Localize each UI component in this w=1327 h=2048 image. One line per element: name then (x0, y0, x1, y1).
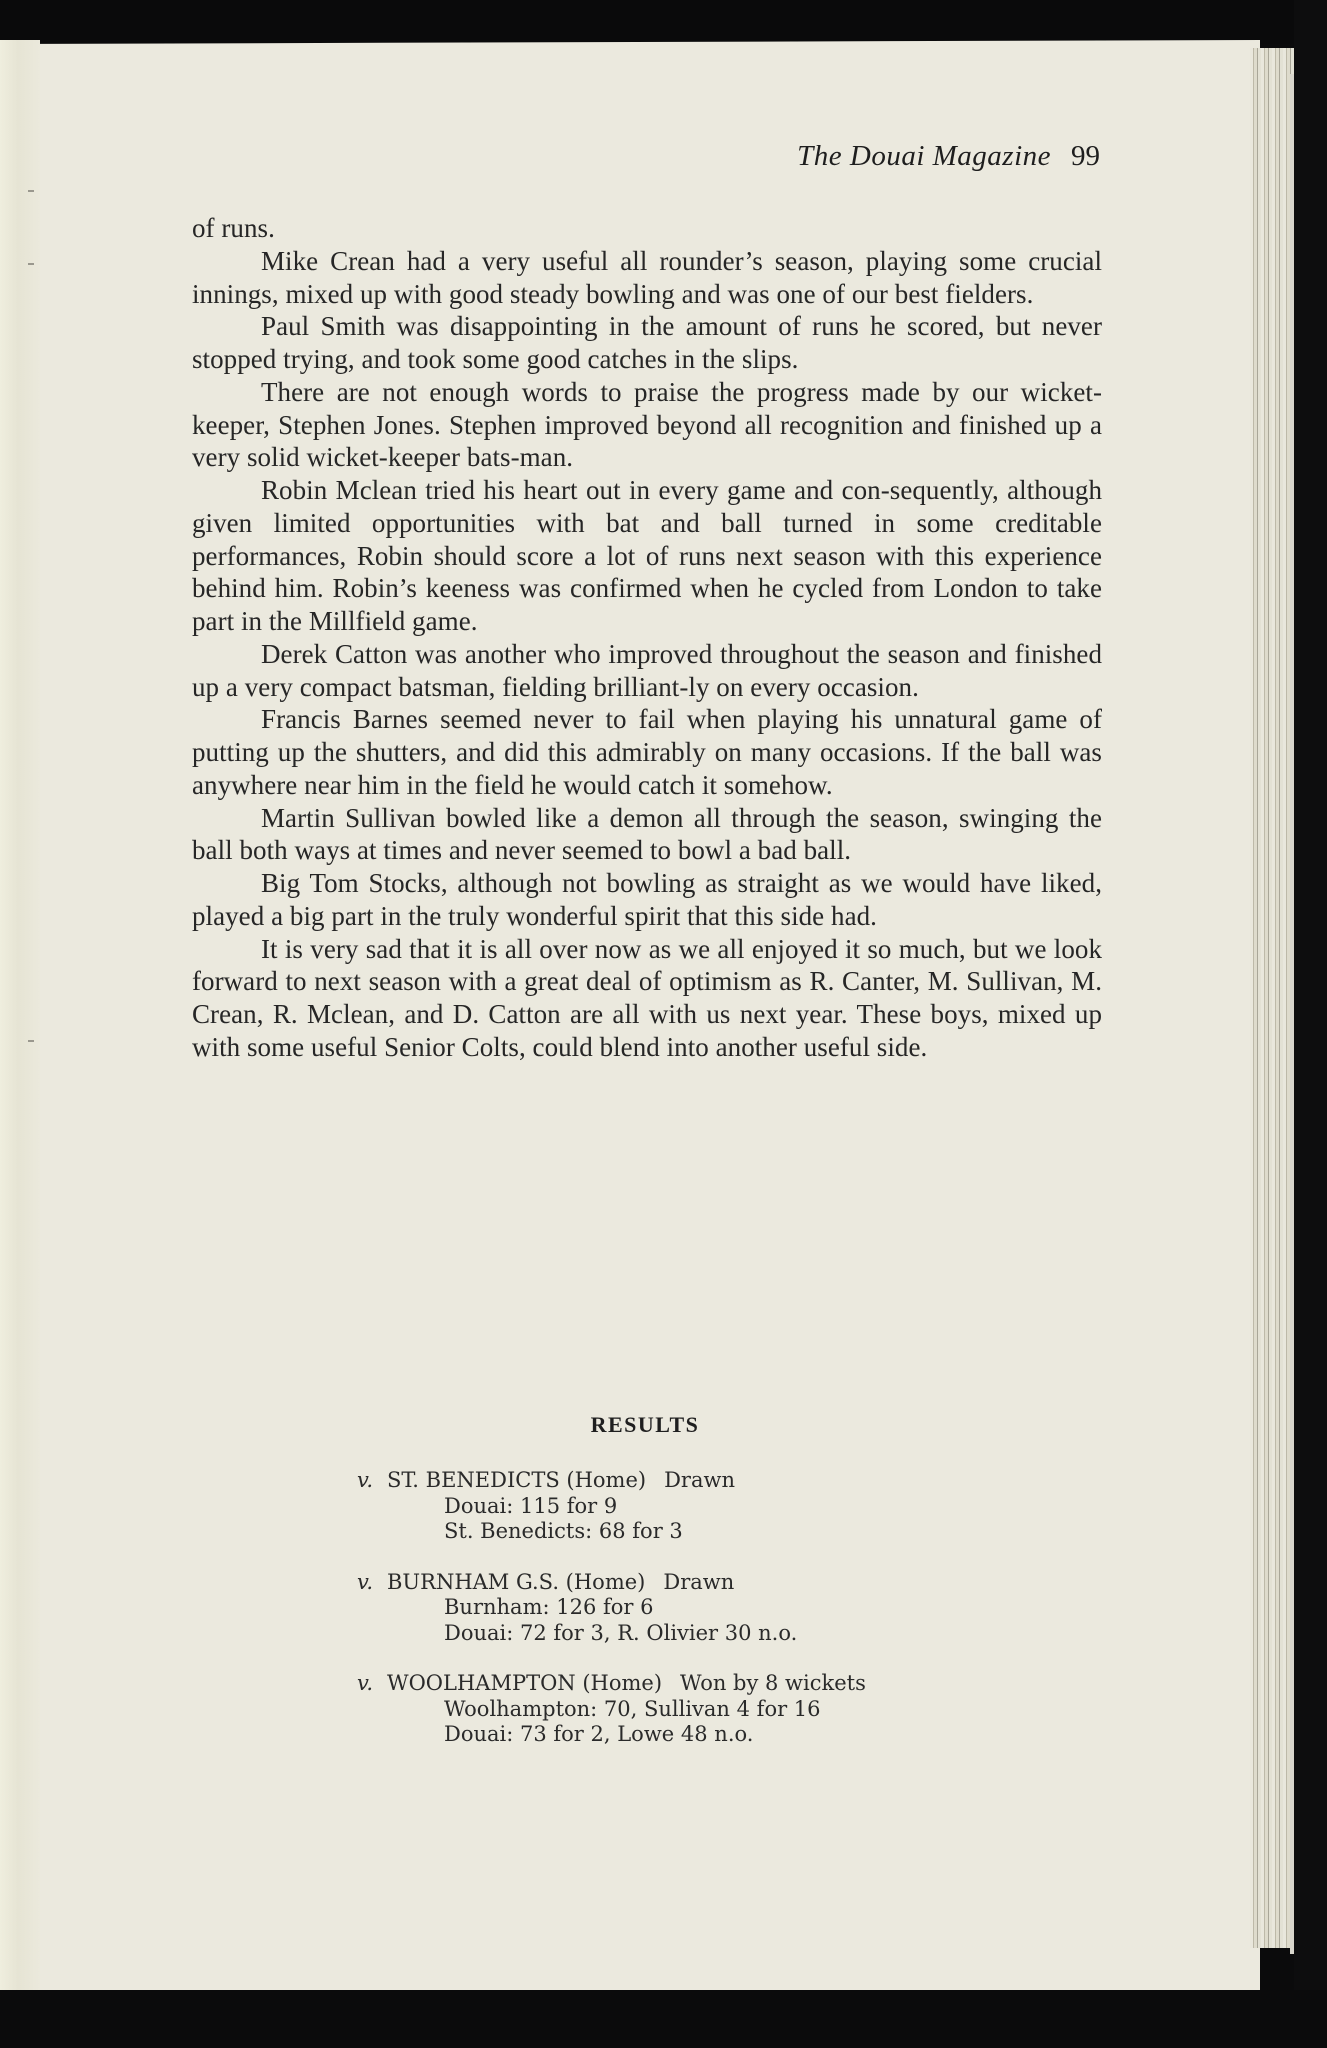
match-header (357, 1671, 866, 1697)
match-header (357, 1468, 866, 1494)
article-body (192, 212, 1102, 1064)
paragraph: of runs. (192, 213, 275, 243)
paragraph: It is very sad that it is all over now as we all enjoyed it so much, but we look forward to next season with a great deal of optimism as R. Canter, M. Sullivan, M. Crean, R. Mclean, and D. Catton are all with us next year. These boys, mixed up with some useful Senior Colts, could blend into another useful side. (192, 933, 1102, 1062)
paragraph: Robin Mclean tried his heart out in every game and con-sequently, although given limited opportunities with bat and ball turned in some creditable performances, Robin should score a lot of runs next season with this experience behind him. Robin’s keeness was confirmed when he cycled from London to take part in the Millfield game. (192, 475, 1102, 636)
paragraph: Mike Crean had a very useful all rounder’s season, playing some crucial innings, mixed up with good steady bowling and was one of our best fielders. (192, 245, 1102, 309)
paragraph: Francis Barnes seemed never to fail when playing his unnatural game of putting up the shutters, and did this admirably on many occasions. If the ball was anywhere near him in the field he would catch it somehow. (192, 704, 1102, 800)
margin-mark (28, 263, 34, 265)
margin-mark (28, 1040, 34, 1042)
match-outcome: Drawn (664, 1468, 735, 1492)
page-number: 99 (1071, 140, 1100, 172)
match-result (357, 1570, 866, 1647)
magazine-title: The Douai Magazine (797, 140, 1051, 172)
versus-prefix: v. (357, 1671, 374, 1695)
match-result (357, 1671, 866, 1748)
match-opponent: ST. BENEDICTS (Home) (387, 1468, 647, 1492)
results-list (357, 1468, 866, 1773)
page-stack-edges (1250, 48, 1294, 1948)
match-opponent: WOOLHAMPTON (Home) (387, 1671, 663, 1695)
paragraph: Paul Smith was disappointing in the amount of runs he scored, but never stopped trying, and took some good catches in the slips. (192, 311, 1102, 374)
book-cover-top (0, 0, 1327, 44)
paragraph: There are not enough words to praise the progress made by our wicket-keeper, Stephen Jones. Stephen improved beyond all recognition and finished up a very solid wicket-keeper bats-man. (192, 376, 1102, 473)
results-heading: RESULTS (590, 1412, 700, 1437)
score-line: St. Benedicts: 68 for 3 (444, 1519, 683, 1543)
versus-prefix: v. (357, 1569, 374, 1594)
match-outcome: Won by 8 wickets (680, 1671, 866, 1695)
margin-mark (28, 190, 34, 192)
match-outcome: Drawn (663, 1569, 735, 1594)
running-head (797, 140, 1100, 173)
score-line: Douai: 72 for 3, R. Olivier 30 n.o. (444, 1620, 798, 1645)
score-line: Douai: 115 for 9 (444, 1493, 618, 1518)
paragraph: Derek Catton was another who improved throughout the season and finished up a very compact batsman, fielding brilliant-ly on every occasion. (192, 638, 1102, 702)
versus-prefix: v. (357, 1468, 374, 1492)
page-gutter (0, 40, 40, 1990)
score-line: Burnham: 126 for 6 (444, 1595, 654, 1619)
match-header (357, 1570, 866, 1596)
score-line: Douai: 73 for 2, Lowe 48 n.o. (444, 1722, 754, 1746)
paragraph: Big Tom Stocks, although not bowling as straight as we would have liked, played a big part in the truly wonderful spirit that this side had. (192, 868, 1102, 931)
score-line: Woolhampton: 70, Sullivan 4 for 16 (444, 1696, 821, 1721)
match-result (357, 1468, 866, 1545)
book-cover-bottom (0, 1990, 1327, 2048)
book-cover-right (1294, 0, 1327, 2048)
match-opponent: BURNHAM G.S. (Home) (387, 1569, 646, 1594)
paragraph: Martin Sullivan bowled like a demon all through the season, swinging the ball both ways at times and never seemed to bowl a bad ball. (192, 802, 1102, 866)
